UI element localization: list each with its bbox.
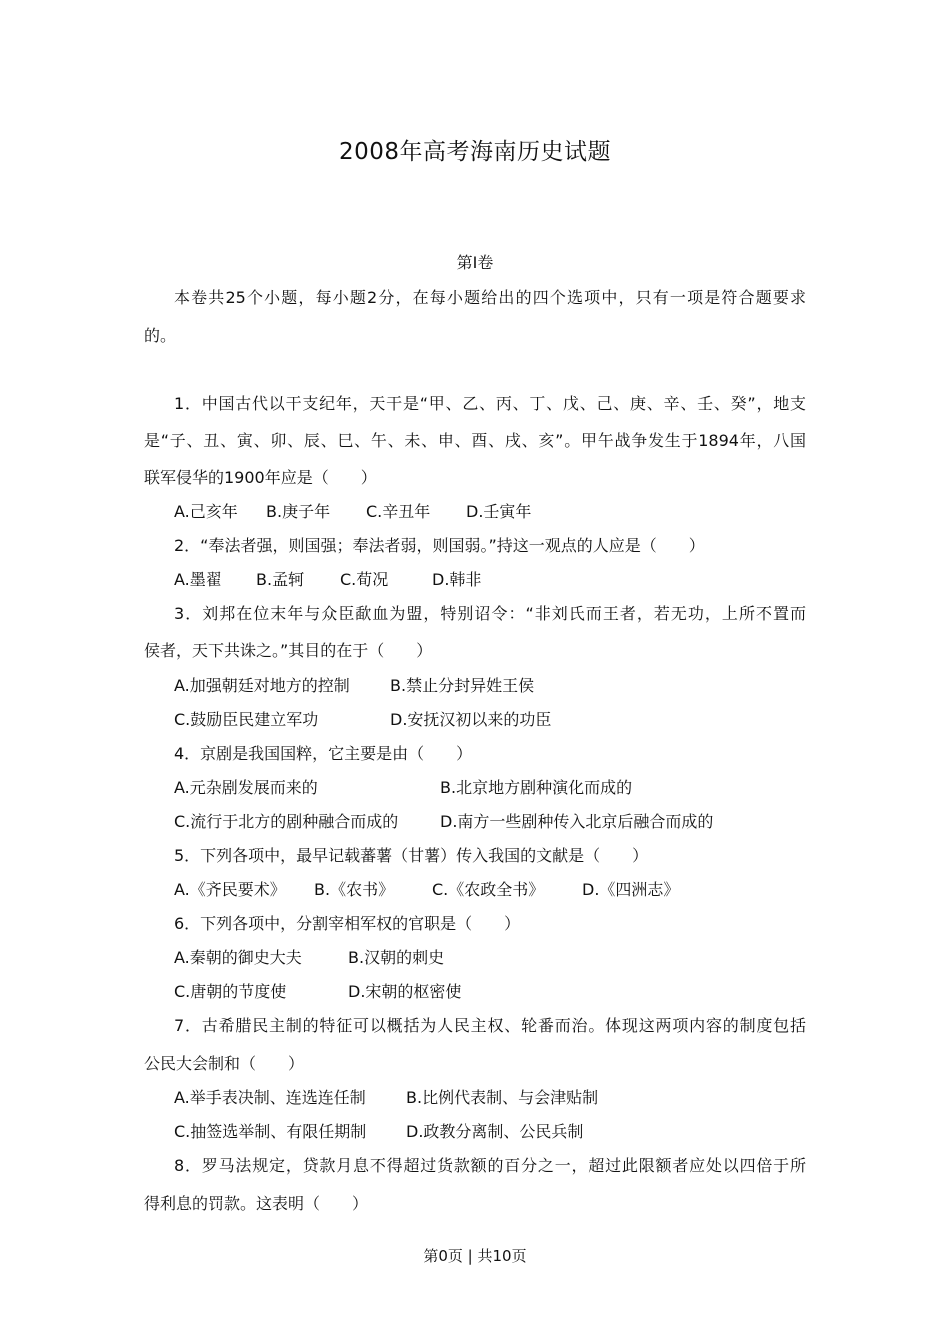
page-footer: 第0页 | 共10页 bbox=[423, 1247, 527, 1265]
question-1-line-1: 1．中国古代以干支纪年，天干是“甲、乙、丙、丁、戊、己、庚、辛、壬、癸”，地支 bbox=[174, 394, 806, 413]
option-c: C.抽签选举制、有限任期制 bbox=[174, 1122, 367, 1141]
question-5-line-1: 5．下列各项中，最早记载蕃薯（甘薯）传入我国的文献是（ ） bbox=[174, 846, 649, 865]
option-a: A.举手表决制、连选连任制 bbox=[174, 1088, 366, 1107]
option-d: D.宋朝的枢密使 bbox=[348, 982, 462, 1001]
option-b: B.《农书》 bbox=[314, 880, 395, 899]
question-1-line-3: 联军侵华的1900年应是（ ） bbox=[144, 468, 377, 487]
question-7-options-row-2 bbox=[174, 1119, 814, 1142]
question-3-line-2: 侯者，天下共诛之。”其目的在于（ ） bbox=[144, 641, 433, 660]
page-title: 2008年高考海南历史试题 bbox=[338, 139, 612, 165]
option-b: B.孟轲 bbox=[256, 570, 305, 589]
question-6-line-1: 6．下列各项中，分割宰相军权的官职是（ ） bbox=[174, 914, 521, 933]
option-b: B.北京地方剧种演化而成的 bbox=[440, 778, 633, 797]
option-d: D.南方一些剧种传入北京后融合而成的 bbox=[440, 812, 714, 831]
question-4-line-1: 4．京剧是我国国粹，它主要是由（ ） bbox=[174, 744, 473, 763]
question-1-options bbox=[174, 499, 814, 522]
option-c: C.流行于北方的剧种融合而成的 bbox=[174, 812, 399, 831]
option-b: B.庚子年 bbox=[266, 502, 331, 521]
question-1-line-2: 是“子、丑、寅、卯、辰、巳、午、未、申、酉、戌、亥”。甲午战争发生于1894年，八国 bbox=[144, 431, 806, 450]
option-d: D.政教分离制、公民兵制 bbox=[406, 1122, 584, 1141]
option-b: B.比例代表制、与会津贴制 bbox=[406, 1088, 599, 1107]
question-8-line-2: 得利息的罚款。这表明（ ） bbox=[144, 1194, 369, 1213]
option-a: A.《齐民要术》 bbox=[174, 880, 286, 899]
question-4-options-row-2 bbox=[174, 809, 814, 832]
question-4-options-row-1 bbox=[174, 775, 814, 798]
question-3-options-row-1 bbox=[174, 673, 814, 696]
option-d: D.壬寅年 bbox=[466, 502, 532, 521]
question-2-line-1: 2．“奉法者强，则国强；奉法者弱，则国弱。”持这一观点的人应是（ ） bbox=[174, 536, 705, 555]
option-c: C.唐朝的节度使 bbox=[174, 982, 287, 1001]
option-a: A.元杂剧发展而来的 bbox=[174, 778, 318, 797]
question-2-options bbox=[174, 567, 814, 590]
option-d: D.韩非 bbox=[432, 570, 482, 589]
option-a: A.己亥年 bbox=[174, 502, 238, 521]
question-8-line-1: 8．罗马法规定，贷款月息不得超过货款额的百分之一，超过此限额者应处以四倍于所 bbox=[174, 1156, 806, 1175]
question-6-options-row-2 bbox=[174, 979, 814, 1002]
section-heading: 第Ⅰ卷 bbox=[456, 253, 494, 272]
question-6-options-row-1 bbox=[174, 945, 814, 968]
option-c: C.荀况 bbox=[340, 570, 389, 589]
question-7-options-row-1 bbox=[174, 1085, 814, 1108]
question-5-options bbox=[174, 877, 814, 900]
intro-line-1: 本卷共25个小题，每小题2分，在每小题给出的四个选项中，只有一项是符合题要求 bbox=[174, 288, 806, 307]
option-c: C.鼓励臣民建立军功 bbox=[174, 710, 319, 729]
option-a: A.墨翟 bbox=[174, 570, 222, 589]
option-c: C.《农政全书》 bbox=[432, 880, 545, 899]
option-a: A.加强朝廷对地方的控制 bbox=[174, 676, 350, 695]
option-a: A.秦朝的御史大夫 bbox=[174, 948, 302, 967]
question-7-line-2: 公民大会制和（ ） bbox=[144, 1054, 305, 1073]
intro-line-2: 的。 bbox=[144, 326, 177, 345]
question-3-line-1: 3．刘邦在位末年与众臣歃血为盟，特别诏令：“非刘氏而王者，若无功，上所不置而 bbox=[174, 604, 806, 623]
option-d: D.安抚汉初以来的功臣 bbox=[390, 710, 552, 729]
option-d: D.《四洲志》 bbox=[582, 880, 680, 899]
option-c: C.辛丑年 bbox=[366, 502, 431, 521]
question-3-options-row-2 bbox=[174, 707, 814, 730]
option-b: B.禁止分封异姓王侯 bbox=[390, 676, 535, 695]
option-b: B.汉朝的刺史 bbox=[348, 948, 445, 967]
question-7-line-1: 7．古希腊民主制的特征可以概括为人民主权、轮番而治。体现这两项内容的制度包括 bbox=[174, 1016, 806, 1035]
